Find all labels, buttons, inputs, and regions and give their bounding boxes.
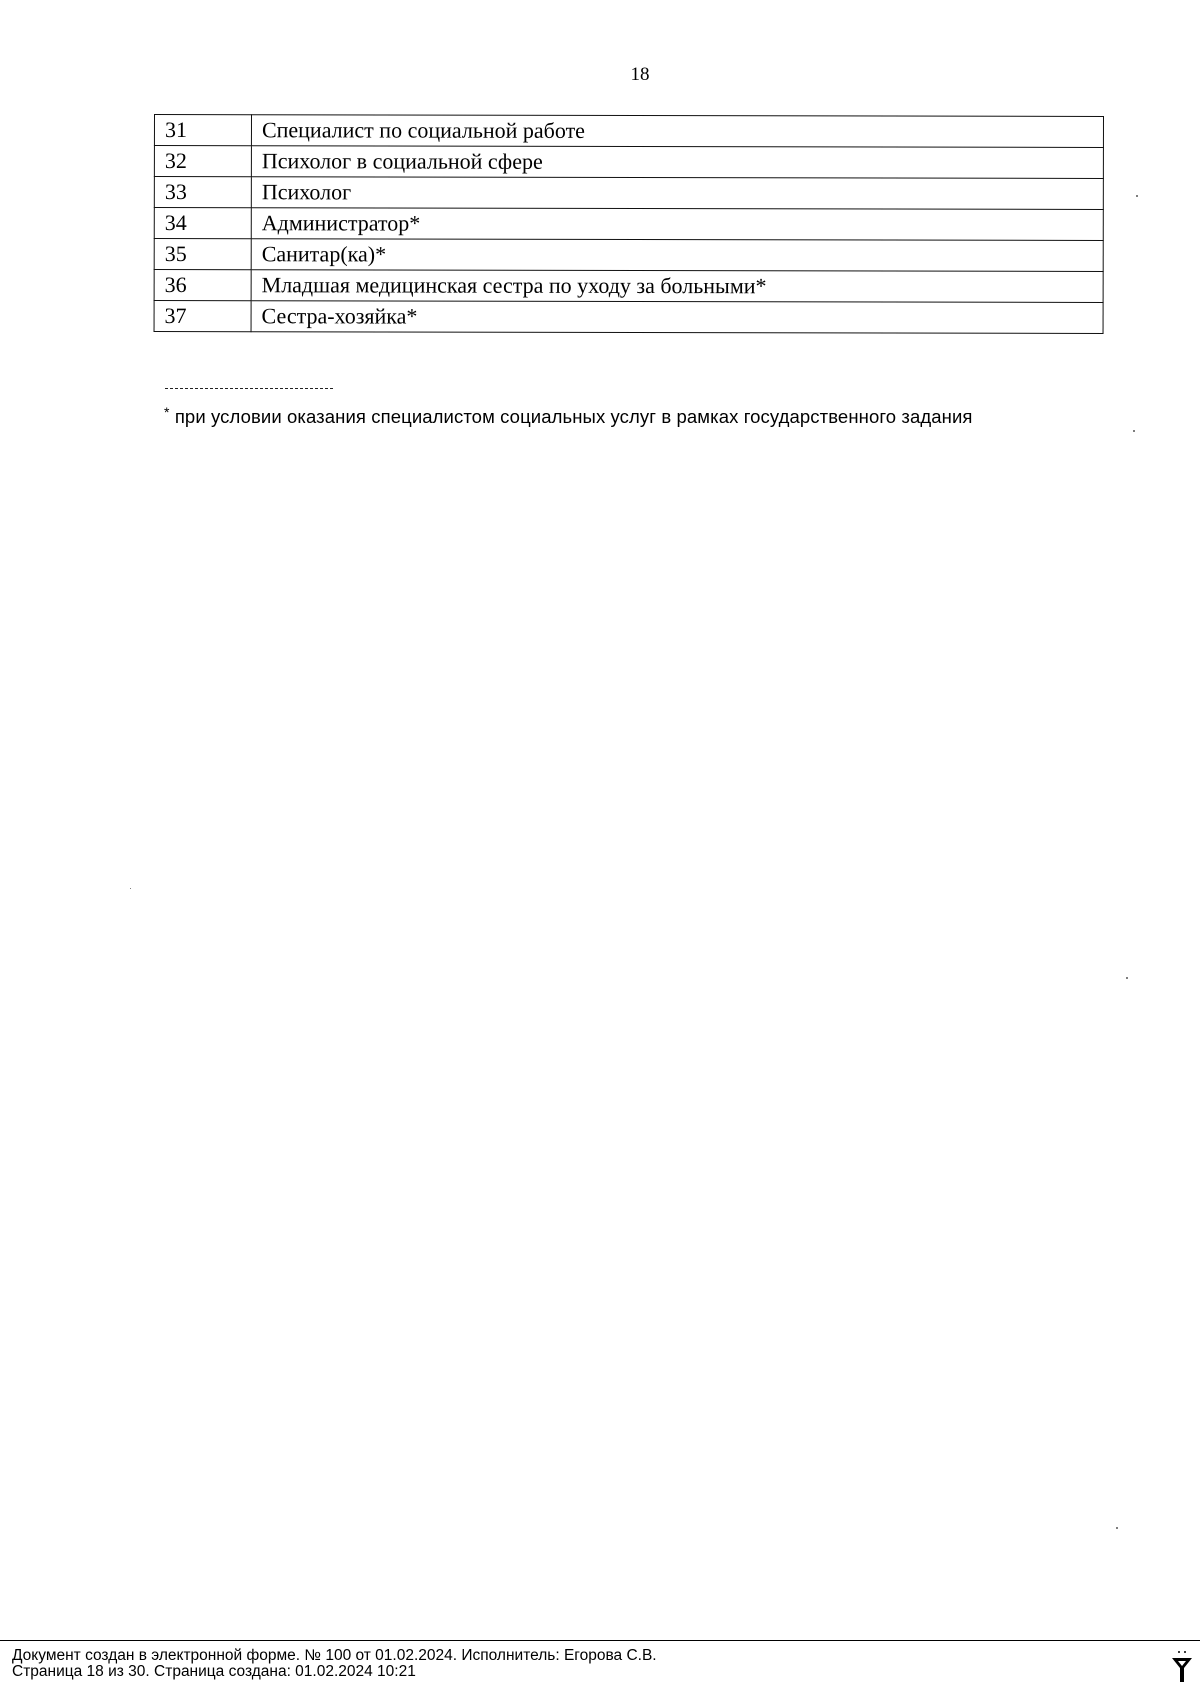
scan-speck — [1136, 195, 1138, 197]
staff-positions-table — [154, 114, 1104, 334]
scan-speck — [1126, 977, 1128, 979]
row-number: 34 — [154, 208, 251, 239]
position-title: Сестра-хозяйка* — [251, 301, 1103, 334]
footer-page-info: Страница 18 из 30. Страница создана: 01.02.2024 10:21 — [12, 1663, 416, 1680]
position-title: Санитар(ка)* — [251, 239, 1103, 272]
document-footer — [12, 1648, 657, 1680]
position-title: Администратор* — [251, 208, 1103, 241]
scan-speck — [130, 888, 131, 889]
table-row — [154, 239, 1103, 272]
row-number: 35 — [154, 239, 251, 270]
page-number: 18 — [630, 64, 650, 85]
row-number: 36 — [154, 270, 251, 301]
scan-speck — [1116, 1527, 1118, 1529]
table-row — [154, 270, 1103, 303]
footnote-text: при условии оказания специалистом социальных услуг в рамках государственного задания — [174, 406, 973, 427]
table-row — [154, 177, 1103, 210]
row-number: 31 — [154, 115, 251, 146]
position-title: Специалист по социальной работе — [251, 115, 1103, 148]
table-row — [154, 208, 1103, 241]
position-title: Психолог в социальной сфере — [251, 146, 1103, 179]
footer-document-info: Документ создан в электронной форме. № 100 от 01.02.2024. Исполнитель: Егорова С.В. — [12, 1647, 657, 1664]
row-number: 33 — [154, 177, 251, 208]
table-row — [154, 115, 1103, 148]
position-title: Младшая медицинская сестра по уходу за больными* — [251, 270, 1103, 303]
row-number: 32 — [154, 146, 251, 177]
position-title: Психолог — [251, 177, 1103, 210]
table-row — [154, 301, 1103, 334]
footer-divider — [0, 1640, 1200, 1641]
footnote-separator — [165, 388, 333, 389]
footnote-mark: * — [164, 404, 170, 420]
row-number: 37 — [154, 301, 251, 332]
footnote — [164, 406, 1144, 428]
scan-speck — [1133, 430, 1135, 432]
document-system-logo-icon — [1170, 1650, 1194, 1684]
table-row — [154, 146, 1103, 179]
